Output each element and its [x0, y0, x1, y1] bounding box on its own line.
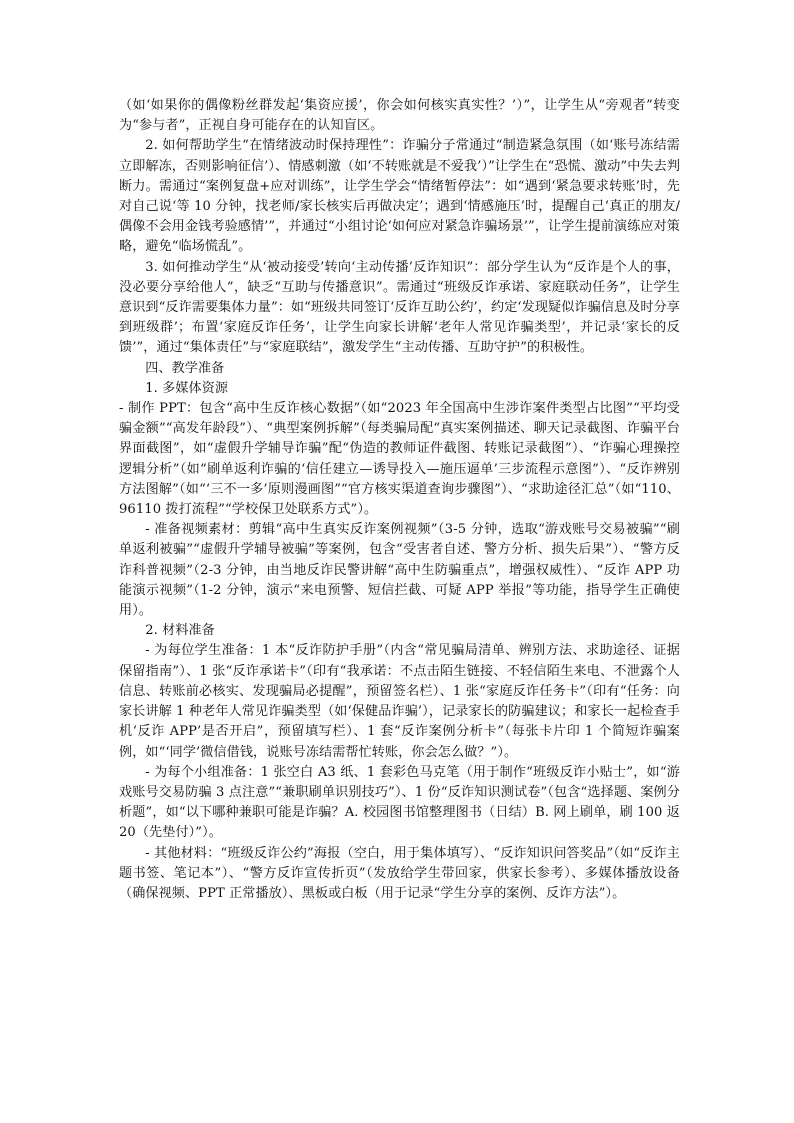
paragraph-student-materials: - 为每位学生准备：1 本“反诈防护手册”（内含“常见骗局清单、辨别方法、求助途径、证据保留指南”）、1 张“反诈承诺卡”（印有“我承诺：不点击陌生链接、不轻信陌生来电、不泄露个人信息、转账前必核实、发现骗局必提醒”，预留签名栏）、1 张“家庭反诈任务卡”（印有“任务：向家长讲解 1 种老年人常见诈骗类型（如‘保健品诈骗’），记录家长的防骗建议；和家长一起检查手机‘反诈 APP’是否开启”，预留填写栏）、1 套“反诈案例分析卡”（每张卡片印 1 个简短诈骗案例，如“‘同学’微信借钱，说账号冻结需帮忙转账，你会怎么做？”）。 [119, 643, 680, 760]
paragraph-emotional-rationality: 2. 如何帮助学生“在情绪波动时保持理性”：诈骗分子常通过“制造紧急氛围（如‘账号冻结需立即解冻，否则影响征信’）、情感刺激（如‘不转账就是不爱我’）”让学生在“恐慌、激动”中失去判断力。需通过“案例复盘+应对训练”，让学生学会“情绪暂停法”：如“遇到‘紧急要求转账’时，先对自己说‘等 10 分钟，找老师/家长核实后再做决定’；遇到‘情感施压’时，提醒自己‘真正的朋友/偶像不会用金钱考验感情’”，并通过“小组讨论‘如何应对紧急诈骗场景’”，让学生提前演练应对策略，避免“临场慌乱”。 [119, 138, 681, 255]
paragraph-ppt-preparation: - 制作 PPT：包含“高中生反诈核心数据”（如“2023 年全国高中生涉诈案件类型占比图”“平均受骗金额”“高发年龄段”）、“典型案例拆解”（每类骗局配“真实案例描述、聊天记录截图、诈骗平台界面截图”，如“虚假升学辅导诈骗”配“伪造的教师证件截图、转账记录截图”）、“诈骗心理操控逻辑分析”（如“刷单返利诈骗的‘信任建立—诱导投入—施压逼单’三步流程示意图”）、“反诈辨别方法图解”（如“‘三不一多’原则漫画图”“官方核实渠道查询步骤图”）、“求助途径汇总”（如“110、96110 拨打流程”“学校保卫处联系方式”）。 [119, 401, 680, 518]
paragraph-video-materials: - 准备视频素材：剪辑“高中生真实反诈案例视频”（3-5 分钟，选取“游戏账号交易被骗”“刷单返利被骗”“虚假升学辅导被骗”等案例，包含“受害者自述、警方分析、损失后果”）、“警方反诈科普视频”（2-3 分钟，由当地反诈民警讲解“高中生防骗重点”，增强权威性）、“反诈 APP 功能演示视频”（1-2 分钟，演示“来电预警、短信拦截、可疑 APP 举报”等功能，指导学生正确使用）。 [119, 522, 680, 619]
paragraph-active-spreading: 3. 如何推动学生“从‘被动接受’转向‘主动传播’反诈知识”：部分学生认为“反诈是个人的事，没必要分享给他人”，缺乏“互助与传播意识”。需通过“班级反诈承诺、家庭联动任务”，让学生意识到“反诈需要集体力量”：如“班级共同签订‘反诈互助公约’，约定‘发现疑似诈骗信息及时分享到班级群’；布置‘家庭反诈任务’，让学生向家长讲解‘老年人常见诈骗类型’，并记录‘家长的反馈’”，通过“集体责任”与“家庭联结”，激发学生“主动传播、互助守护”的积极性。 [119, 259, 680, 356]
paragraph-intro-continuation: （如‘如果你的偶像粉丝群发起‘集资应援’，你会如何核实真实性？’）”，让学生从“旁观者”转变为“参与者”，正视自身可能存在的认知盲区。 [119, 98, 680, 134]
paragraph-group-materials: - 为每个小组准备：1 张空白 A3 纸、1 套彩色马克笔（用于制作“班级反诈小贴士”，如“游戏账号交易防骗 3 点注意”“兼职刷单识别技巧”）、1 份“反诈知识测试卷”（包含“选择题、案例分析题”，如“以下哪种兼职可能是诈骗？A. 校园图书馆整理图书（日结）B. 网上刷单，刷 100 返 20（先垫付）”）。 [119, 764, 680, 841]
paragraph-other-materials: - 其他材料：“班级反诈公约”海报（空白，用于集体填写）、“反诈知识问答奖品”（如“反诈主题书签、笔记本”）、“警方反诈宣传折页”（发放给学生带回家，供家长参考）、多媒体播放设备（确保视频、PPT 正常播放）、黑板或白板（用于记录“学生分享的案例、反诈方法”）。 [119, 845, 680, 901]
subheading-material-preparation: 2. 材料准备 [145, 623, 215, 639]
subheading-multimedia-resources: 1. 多媒体资源 [145, 380, 229, 396]
document-body [119, 96, 680, 904]
section-heading-teaching-preparation: 四、教学准备 [145, 360, 225, 376]
